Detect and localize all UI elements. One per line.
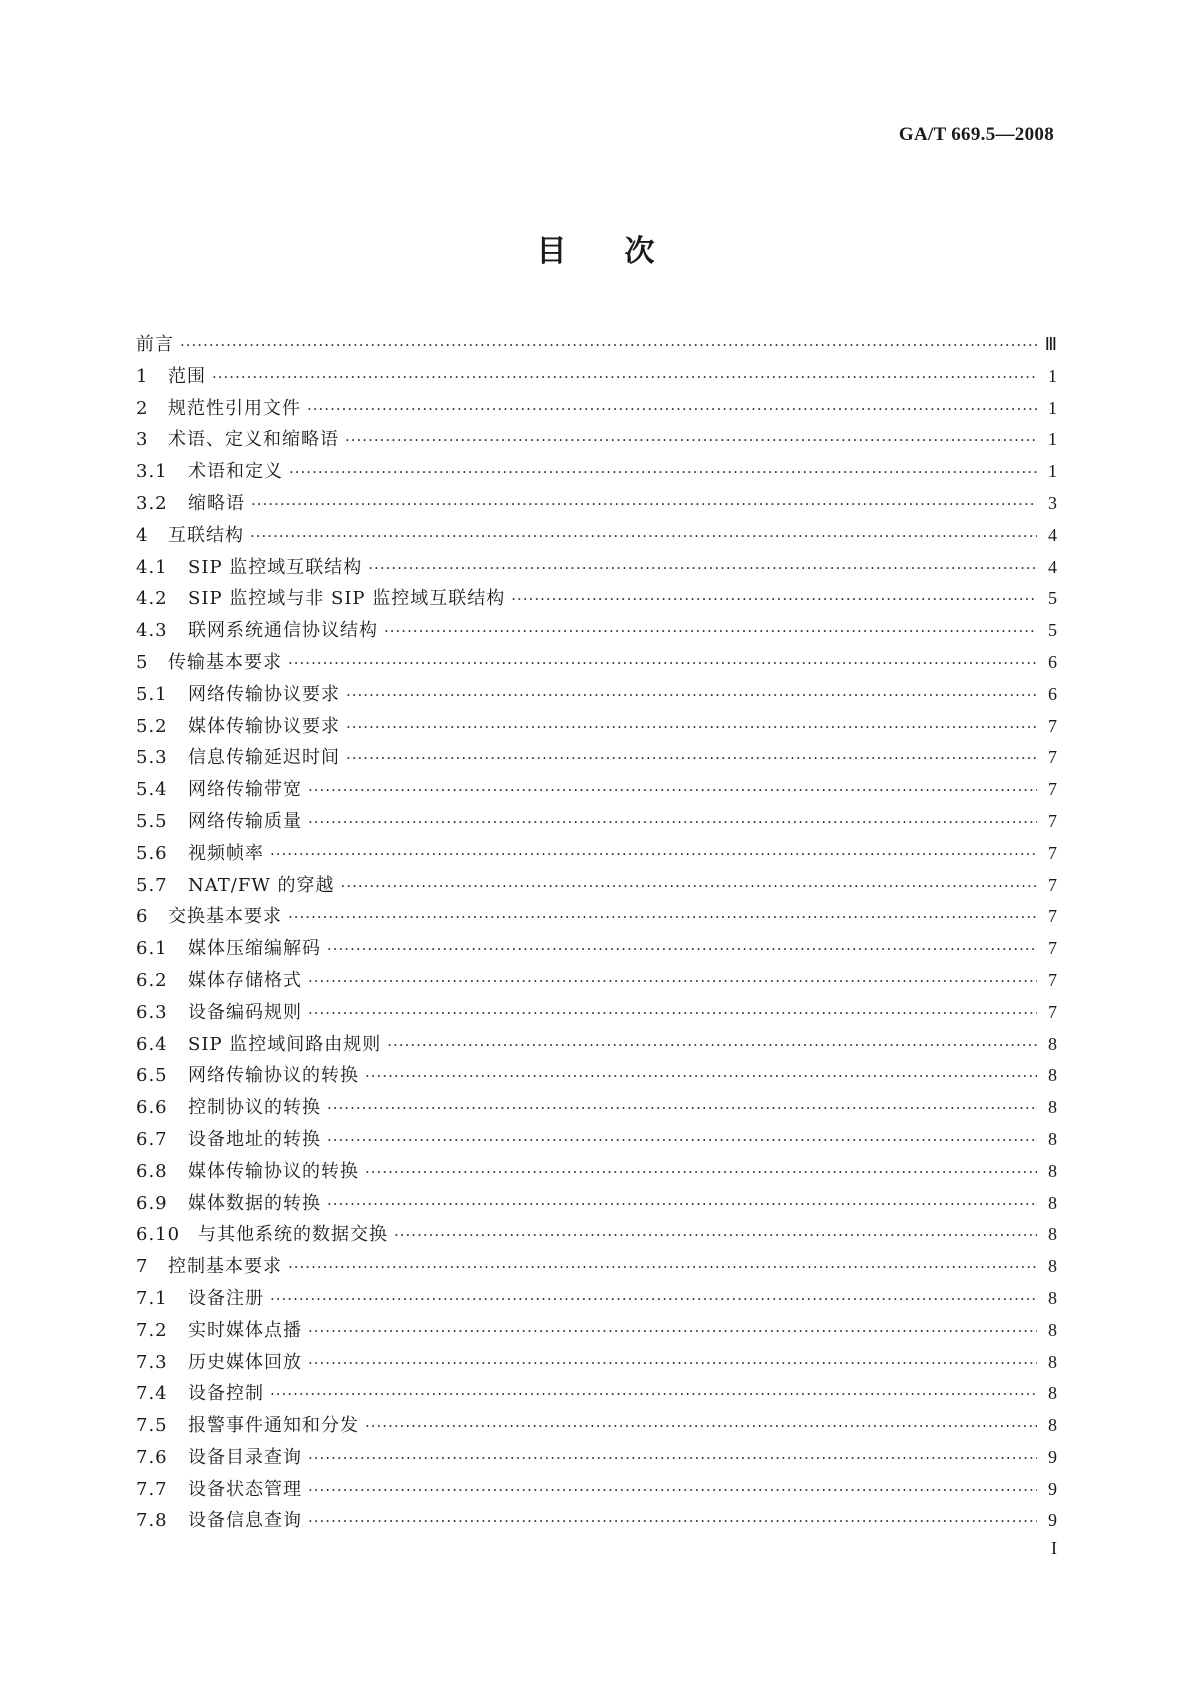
toc-entry[interactable]: [136, 901, 1057, 933]
toc-leader-dots: [387, 1030, 1037, 1062]
toc-title: 目次: [536, 234, 713, 269]
toc-entry-page: 1: [1048, 429, 1057, 450]
toc-entry[interactable]: [136, 1505, 1057, 1537]
toc-entry-page: 8: [1048, 1351, 1057, 1372]
toc-leader-dots: [180, 330, 1037, 362]
toc-entry-title: 设备注册: [188, 1287, 264, 1309]
toc-leader-dots: [345, 425, 1037, 457]
toc-entry-title: 与其他系统的数据交换: [198, 1224, 388, 1246]
toc-leader-dots: [212, 362, 1037, 394]
toc-entry-title: SIP 监控域间路由规则: [188, 1033, 382, 1055]
toc-entry[interactable]: [136, 520, 1057, 552]
toc-entry-title: 网络传输协议要求: [188, 683, 340, 705]
toc-entry-number: 3: [136, 429, 149, 451]
toc-leader-dots: [365, 1157, 1037, 1189]
toc-leader-dots: [327, 1189, 1037, 1221]
toc-entry-number: 5.3: [136, 747, 168, 769]
toc-entry-number: 7.3: [136, 1351, 168, 1373]
toc-leader-dots: [270, 1379, 1037, 1411]
toc-entry[interactable]: [136, 870, 1057, 902]
toc-entry-page: Ⅲ: [1044, 334, 1057, 354]
toc-leader-dots: [308, 966, 1037, 998]
toc-leader-dots: [308, 1475, 1037, 1507]
toc-entry[interactable]: [136, 838, 1057, 870]
toc-entry-title: SIP 监控域与非 SIP 监控域互联结构: [188, 588, 506, 610]
toc-entry-title: 规范性引用文件: [168, 397, 301, 419]
toc-leader-dots: [251, 489, 1037, 521]
toc-entry-number: 6.6: [136, 1097, 168, 1119]
toc-entry-page: 8: [1048, 1383, 1057, 1404]
toc-entry[interactable]: [136, 456, 1057, 488]
document-code: GA/T 669.5—2008: [898, 124, 1054, 145]
toc-entry-title: 设备状态管理: [188, 1478, 302, 1500]
toc-leader-dots: [288, 902, 1037, 934]
toc-leader-dots: [308, 1443, 1037, 1475]
toc-leader-dots: [346, 712, 1037, 744]
toc-entry[interactable]: [136, 997, 1057, 1029]
toc-leader-dots: [270, 839, 1037, 871]
toc-entry[interactable]: [136, 1442, 1057, 1474]
toc-entry-number: 4.1: [136, 556, 168, 578]
toc-entry-title: NAT/FW 的穿越: [188, 874, 335, 896]
toc-leader-dots: [308, 1316, 1037, 1348]
toc-entry-page: 8: [1048, 1192, 1057, 1213]
toc-leader-dots: [308, 807, 1037, 839]
toc-entry[interactable]: [136, 965, 1057, 997]
toc-entry-title: 设备地址的转换: [188, 1128, 321, 1150]
toc-entry-title: 报警事件通知和分发: [188, 1415, 359, 1437]
toc-entry-page: 9: [1048, 1478, 1057, 1499]
toc-entry-number: 5.6: [136, 842, 168, 864]
toc-entry-title: 互联结构: [168, 524, 244, 546]
toc-entry-number: 7: [136, 1256, 149, 1278]
toc-entry-page: 9: [1048, 1510, 1057, 1531]
toc-entry-title: 设备目录查询: [188, 1446, 302, 1468]
toc-entry-page: 8: [1048, 1319, 1057, 1340]
toc-leader-dots: [327, 934, 1037, 966]
toc-entry-number: 3.1: [136, 461, 168, 483]
toc-entry-number: 4.3: [136, 620, 168, 642]
toc-entry[interactable]: [136, 583, 1057, 615]
toc-entry-title: 控制协议的转换: [188, 1097, 321, 1119]
toc-entry-number: 6: [136, 906, 149, 928]
toc-entry-title: 网络传输带宽: [188, 779, 302, 801]
toc-leader-dots: [346, 680, 1037, 712]
toc-entry-page: 7: [1048, 874, 1057, 895]
toc-entry-page: 1: [1048, 397, 1057, 418]
toc-entry-title: 网络传输质量: [188, 810, 302, 832]
toc-entry-title: 前言: [136, 334, 174, 355]
toc-entry-title: 设备控制: [188, 1383, 264, 1405]
toc-leader-dots: [365, 1061, 1037, 1093]
toc-entry-title: 术语和定义: [188, 461, 283, 483]
toc-leader-dots: [308, 1506, 1037, 1538]
toc-entry-page: 3: [1048, 492, 1057, 513]
toc-entry-number: 6.5: [136, 1065, 168, 1087]
toc-entry[interactable]: [136, 552, 1057, 584]
toc-entry[interactable]: [136, 1092, 1057, 1124]
toc-entry-title: 媒体传输协议要求: [188, 715, 340, 737]
toc-entry-number: 5.1: [136, 683, 168, 705]
toc-leader-dots: [346, 743, 1037, 775]
toc-entry-number: 6.1: [136, 938, 168, 960]
toc-entry-page: 7: [1048, 779, 1057, 800]
toc-entry-number: 7.6: [136, 1446, 168, 1468]
toc-entry[interactable]: [136, 1156, 1057, 1188]
toc-leader-dots: [341, 871, 1037, 903]
toc-entry-page: 8: [1048, 1256, 1057, 1277]
toc-entry-title: 媒体传输协议的转换: [188, 1160, 359, 1182]
toc-entry-number: 6.10: [136, 1224, 181, 1246]
toc-entry[interactable]: [136, 1474, 1057, 1506]
toc-entry-number: 5.5: [136, 810, 168, 832]
toc-entry-number: 7.7: [136, 1478, 168, 1500]
toc-entry-number: 7.2: [136, 1319, 168, 1341]
toc-entry[interactable]: [136, 393, 1057, 425]
toc-entry[interactable]: [136, 1188, 1057, 1220]
toc-entry-number: 2: [136, 397, 149, 419]
toc-entry-page: 7: [1048, 747, 1057, 768]
toc-leader-dots: [250, 521, 1037, 553]
toc-entry-page: 8: [1048, 1287, 1057, 1308]
toc-entry-title: 媒体数据的转换: [188, 1192, 321, 1214]
toc-entry-number: 5.7: [136, 874, 168, 896]
toc-entry[interactable]: [136, 1219, 1057, 1251]
toc-entry-page: 9: [1048, 1446, 1057, 1467]
toc-entry-number: 6.7: [136, 1128, 168, 1150]
toc-leader-dots: [289, 457, 1037, 489]
toc-entry[interactable]: [136, 711, 1057, 743]
toc-entry-page: 7: [1048, 810, 1057, 831]
toc-entry-page: 1: [1048, 461, 1057, 482]
toc-entry-page: 7: [1048, 1001, 1057, 1022]
toc-entry-page: 7: [1048, 842, 1057, 863]
toc-leader-dots: [288, 648, 1037, 680]
toc-entry-title: 设备编码规则: [188, 1001, 302, 1023]
toc-entry[interactable]: [136, 933, 1057, 965]
toc-entry-title: 媒体存储格式: [188, 969, 302, 991]
toc-entry-page: 4: [1048, 524, 1057, 545]
toc-entry[interactable]: [136, 647, 1057, 679]
toc-leader-dots: [270, 1284, 1037, 1316]
toc-entry[interactable]: [136, 1378, 1057, 1410]
toc-leader-dots: [327, 1093, 1037, 1125]
toc-leader-dots: [368, 553, 1037, 585]
toc-entry-title: 视频帧率: [188, 842, 264, 864]
toc-leader-dots: [327, 1125, 1037, 1157]
toc-entry[interactable]: [136, 1283, 1057, 1315]
toc-list: [136, 329, 1057, 1537]
toc-leader-dots: [308, 1348, 1037, 1380]
toc-entry-title: 术语、定义和缩略语: [168, 429, 339, 451]
toc-entry-page: 8: [1048, 1160, 1057, 1181]
toc-entry-page: 4: [1048, 556, 1057, 577]
toc-entry-number: 7.5: [136, 1415, 168, 1437]
toc-leader-dots: [384, 616, 1037, 648]
toc-leader-dots: [308, 998, 1037, 1030]
toc-entry[interactable]: [136, 1124, 1057, 1156]
toc-entry-page: 5: [1048, 588, 1057, 609]
toc-entry[interactable]: [136, 742, 1057, 774]
toc-leader-dots: [307, 394, 1037, 426]
toc-entry-number: 4: [136, 524, 149, 546]
toc-entry[interactable]: [136, 1410, 1057, 1442]
toc-entry-number: 6.8: [136, 1160, 168, 1182]
toc-entry-page: 6: [1048, 651, 1057, 672]
toc-entry-page: 8: [1048, 1128, 1057, 1149]
toc-entry-number: 1: [136, 365, 149, 387]
toc-entry-number: 5.2: [136, 715, 168, 737]
toc-entry-title: 设备信息查询: [188, 1510, 302, 1532]
toc-entry-page: 8: [1048, 1415, 1057, 1436]
toc-entry-number: 4.2: [136, 588, 168, 610]
toc-entry[interactable]: [136, 361, 1057, 393]
toc-entry-title: 实时媒体点播: [188, 1319, 302, 1341]
toc-entry-title: 历史媒体回放: [188, 1351, 302, 1373]
toc-entry-title: 传输基本要求: [168, 651, 282, 673]
toc-leader-dots: [511, 584, 1037, 616]
toc-entry[interactable]: [136, 679, 1057, 711]
toc-entry-number: 3.2: [136, 492, 168, 514]
toc-leader-dots: [288, 1252, 1037, 1284]
toc-entry-title: 控制基本要求: [168, 1256, 282, 1278]
toc-entry-page: 7: [1048, 715, 1057, 736]
toc-entry[interactable]: [136, 1251, 1057, 1283]
toc-leader-dots: [308, 775, 1037, 807]
toc-leader-dots: [394, 1220, 1037, 1252]
toc-entry-title: 媒体压缩编解码: [188, 938, 321, 960]
toc-entry-title: 联网系统通信协议结构: [188, 620, 378, 642]
toc-entry-number: 6.2: [136, 969, 168, 991]
toc-entry-number: 7.4: [136, 1383, 168, 1405]
toc-entry-page: 8: [1048, 1033, 1057, 1054]
toc-entry-page: 8: [1048, 1224, 1057, 1245]
toc-entry-title: 信息传输延迟时间: [188, 747, 340, 769]
toc-entry-number: 6.4: [136, 1033, 168, 1055]
toc-entry[interactable]: [136, 1060, 1057, 1092]
toc-entry[interactable]: [136, 424, 1057, 456]
toc-entry[interactable]: [136, 329, 1057, 361]
toc-entry[interactable]: [136, 806, 1057, 838]
toc-entry-title: 交换基本要求: [168, 906, 282, 928]
toc-entry-number: 6.9: [136, 1192, 168, 1214]
toc-entry-number: 7.1: [136, 1287, 168, 1309]
toc-entry[interactable]: [136, 774, 1057, 806]
toc-entry-title: 范围: [168, 365, 206, 387]
toc-entry-title: SIP 监控域互联结构: [188, 556, 363, 578]
toc-entry-number: 5: [136, 651, 149, 673]
toc-entry[interactable]: [136, 1029, 1057, 1061]
toc-entry[interactable]: [136, 488, 1057, 520]
toc-entry[interactable]: [136, 615, 1057, 647]
toc-entry-page: 7: [1048, 938, 1057, 959]
toc-entry-page: 7: [1048, 969, 1057, 990]
toc-entry-title: 缩略语: [188, 492, 245, 514]
toc-entry-page: 8: [1048, 1097, 1057, 1118]
toc-entry-page: 5: [1048, 620, 1057, 641]
toc-entry-number: 7.8: [136, 1510, 168, 1532]
toc-entry-number: 6.3: [136, 1001, 168, 1023]
page-number: I: [1051, 1538, 1057, 1558]
toc-entry[interactable]: [136, 1347, 1057, 1379]
toc-entry-page: 7: [1048, 906, 1057, 927]
toc-entry-page: 1: [1048, 365, 1057, 386]
toc-entry-page: 8: [1048, 1065, 1057, 1086]
toc-entry-title: 网络传输协议的转换: [188, 1065, 359, 1087]
toc-entry-page: 6: [1048, 683, 1057, 704]
toc-entry[interactable]: [136, 1315, 1057, 1347]
toc-leader-dots: [365, 1411, 1037, 1443]
toc-entry-number: 5.4: [136, 779, 168, 801]
